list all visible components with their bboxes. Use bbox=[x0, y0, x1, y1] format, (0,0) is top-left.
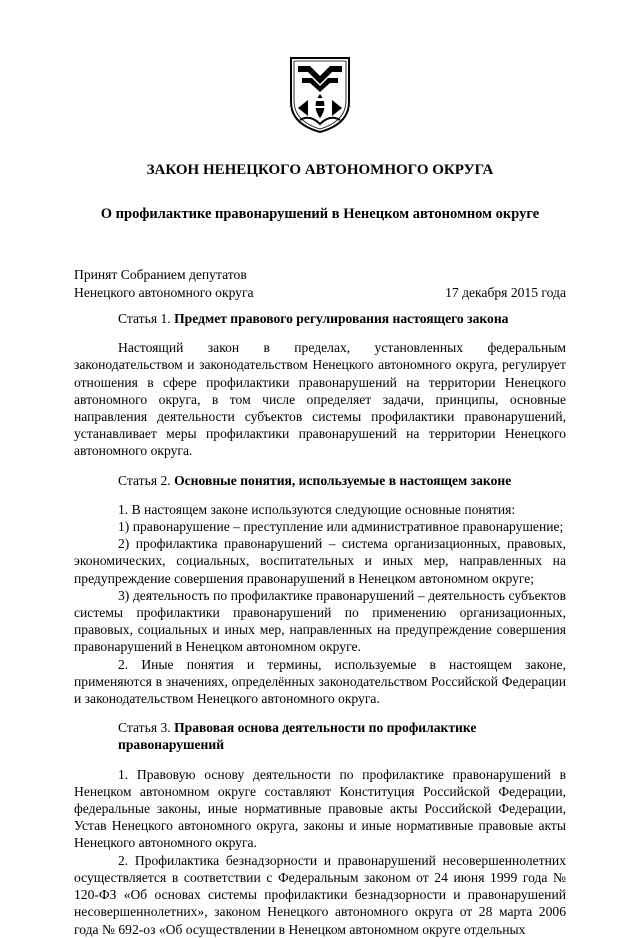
adopted-by-line2: Ненецкого автономного округа bbox=[74, 285, 254, 300]
article-1-heading bbox=[74, 310, 566, 327]
article-label: Статья 3. bbox=[118, 720, 171, 736]
article-title: Правовая основа деятельности по профилактике правонарушений bbox=[118, 720, 477, 753]
paragraph: 2) профилактика правонарушений – система организационных, правовых, экономических, социальных, воспитательных и иных мер, направленных на предупреждение совершения правонарушений в Ненецком автономном округе; bbox=[74, 536, 566, 586]
coat-of-arms-nenets-icon bbox=[288, 54, 352, 134]
adoption-block bbox=[74, 266, 566, 302]
paragraph: Настоящий закон в пределах, установленных федеральным законодательством и законодательством Ненецкого автономного округа, регулирует отношения в сфере профилактики правонарушений на территории Ненецкого автономного округа, в том числе определяет задачи, принципы, основные направления деятельности субъектов системы профилактики правонарушений, устанавливает меры профилактики правонарушений на территории Ненецкого автономного округа. bbox=[74, 340, 566, 459]
article-title: Предмет правового регулирования настоящего закона bbox=[174, 311, 509, 326]
article-2-heading bbox=[74, 472, 566, 489]
article-3-heading bbox=[74, 719, 566, 753]
paragraph: 2. Профилактика безнадзорности и правонарушений несовершеннолетних осуществляется в соответствии с Федеральным законом от 24 июня 1999 года № 120-ФЗ «Об основах системы профилактики безнадзорности и правонарушений несовершеннолетних», законом Ненецкого автономного округа от 28 марта 2006 года № 692-оз «Об осуществлении в Ненецком автономном округе отдельных bbox=[74, 852, 566, 937]
adoption-date: 17 декабря 2015 года bbox=[445, 285, 566, 300]
paragraph: 1. В настоящем законе используются следующие основные понятия: bbox=[118, 501, 516, 517]
paragraph: 1) правонарушение – преступление или административное правонарушение; bbox=[118, 519, 564, 535]
article-label: Статья 1. bbox=[118, 311, 171, 326]
paragraph: 3) деятельность по профилактике правонарушений – деятельность субъектов системы профилактики правонарушений по применению организационных, правовых, социальных и иных мер, направленных на предупреждение совершения правонарушений в Ненецком автономном округе. bbox=[74, 587, 566, 655]
law-body bbox=[74, 310, 566, 938]
paragraph: 1. Правовую основу деятельности по профилактике правонарушений в Ненецком автономном округе составляют Конституция Российской Федерации, федеральные законы, иные нормативные правовые акты Российской Федерации, Устав Ненецкого автономного округа, законы и иные нормативные правовые акты Ненецкого автономного округа. bbox=[74, 766, 566, 851]
article-title: Основные понятия, используемые в настоящем законе bbox=[174, 472, 512, 488]
article-label: Статья 2. bbox=[118, 472, 171, 488]
law-title: ЗАКОН НЕНЕЦКОГО АВТОНОМНОГО ОКРУГА bbox=[146, 162, 494, 178]
law-subtitle: О профилактике правонарушений в Ненецком автономном округе bbox=[100, 206, 540, 222]
adopted-by-line1: Принят Собранием депутатов bbox=[74, 267, 247, 282]
paragraph: 2. Иные понятия и термины, используемые в настоящем законе, применяются в значениях, определённых законодательством Российской Федерации и законодательством Ненецкого автономного округа. bbox=[74, 656, 566, 707]
